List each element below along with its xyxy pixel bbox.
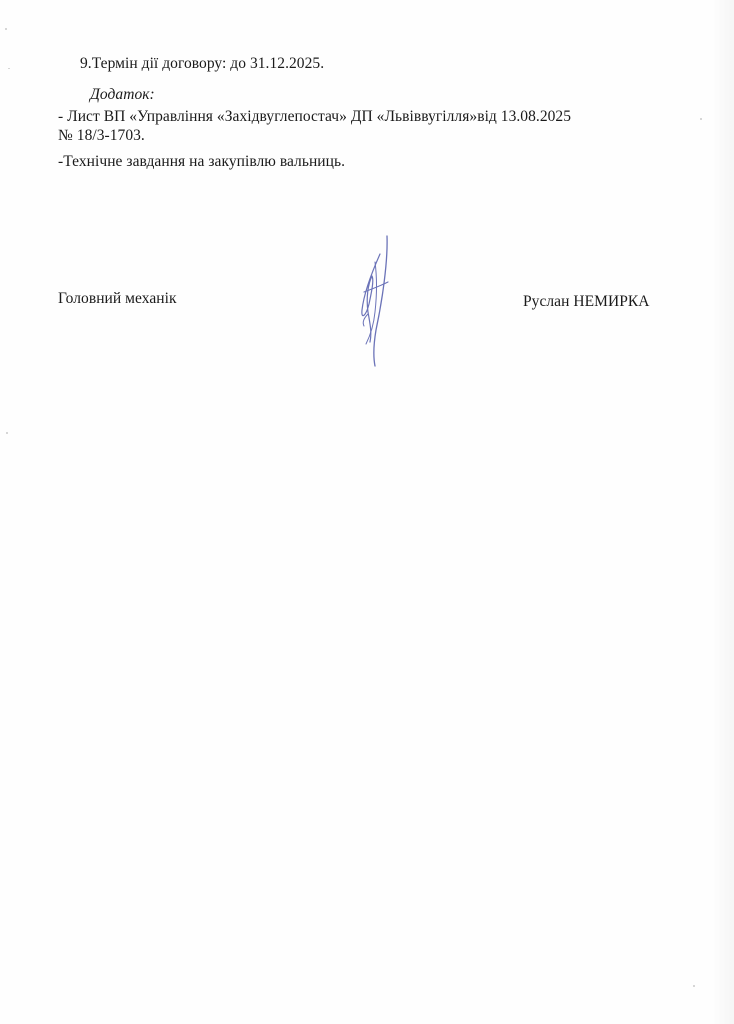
- scan-speck: [5, 28, 7, 30]
- scan-edge-shadow: [712, 0, 734, 1024]
- scan-speck: [700, 118, 702, 120]
- signer-position: Головний механік: [58, 290, 177, 307]
- handwritten-signature: [342, 232, 412, 372]
- contract-term-line: 9.Термін дії договору: до 31.12.2025.: [80, 55, 325, 72]
- scan-speck: [8, 68, 10, 69]
- attachment-item-technical-spec: -Технічне завдання на закупівлю вальниць.: [58, 153, 346, 170]
- signature-stroke-loop: [362, 254, 380, 342]
- signer-name: Руслан НЕМИРКА: [523, 293, 650, 310]
- scan-speck: [693, 985, 695, 987]
- attachment-item-letter: - Лист ВП «Управління «Західвуглепостач» ДП «Львіввугілля»від 13.08.2025: [58, 108, 572, 125]
- scan-speck: [6, 432, 8, 434]
- attachments-heading: Додаток:: [90, 86, 155, 103]
- attachment-item-letter-number: № 18/3-1703.: [58, 127, 145, 144]
